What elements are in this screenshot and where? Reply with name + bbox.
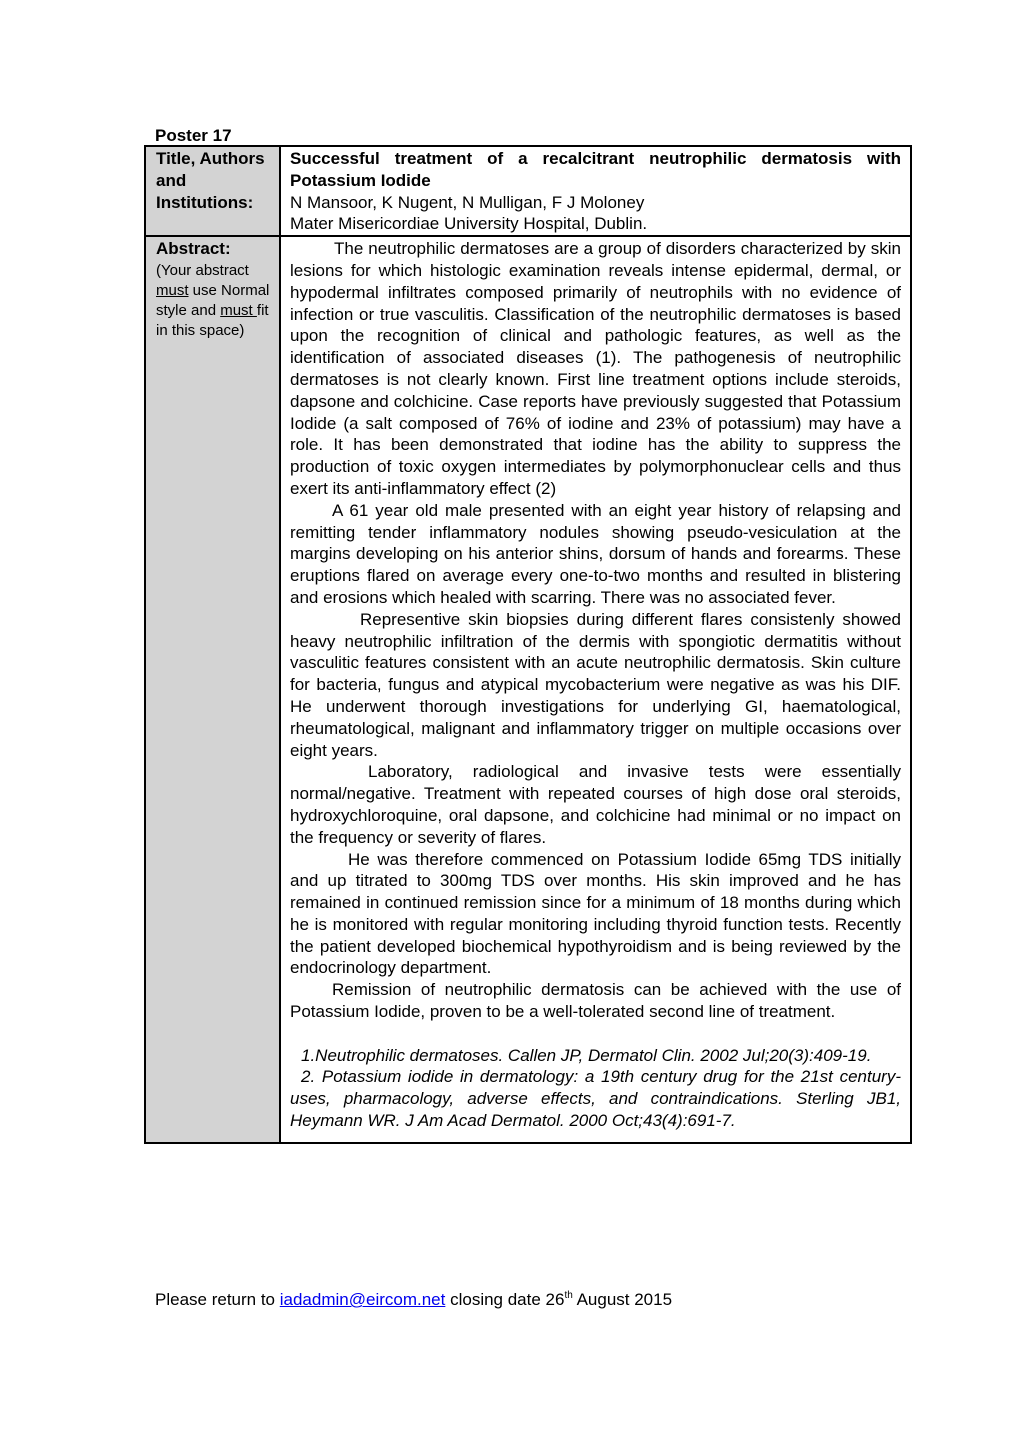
reference-item: 1.Neutrophilic dermatoses. Callen JP, Dermatol Clin. 2002 Jul;20(3):409-19. [301, 1045, 872, 1065]
poster-authors: N Mansoor, K Nugent, N Mulligan, F J Moloney [290, 192, 645, 212]
note-text-1: (Your abstract [156, 262, 249, 280]
abstract-paragraph: Laboratory, radiological and invasive tests were essentially normal/negative. Treatment with repeated courses of high dose oral steroids, hydroxychloroquine, oral dapsone, and colchicine had minimal or no impact on the frequency or severity of flares. [290, 762, 901, 847]
title-content-cell [280, 146, 911, 236]
return-instructions [155, 1290, 672, 1310]
poster-institution: Mater Misericordiae University Hospital, Dublin. [290, 214, 648, 234]
abstract-paragraph: A 61 year old male presented with an eight year history of relapsing and remitting tender inflammatory nodules showing pseudo-vesiculation at the margins developing on his anterior shins, dorsum of hands and forearms. These eruptions flared on average every one-to-two months and resulted in blistering and erosions which healed with scarring. There was no associated fever. [290, 500, 901, 607]
note-text-3: fit in this space) [156, 302, 269, 340]
title-section-label: Title, Authors and Institutions: [156, 149, 265, 212]
submission-form-table [144, 145, 912, 1144]
footer-prefix: Please return to [155, 1290, 280, 1309]
footer-superscript: th [564, 1290, 573, 1301]
spacer [290, 1023, 901, 1045]
abstract-paragraph: Remission of neutrophilic dermatosis can be achieved with the use of Potassium Iodide, proven to be a well-tolerated second line of treatment. [290, 980, 901, 1022]
note-must-2: must [220, 302, 257, 320]
note-must-1: must [156, 282, 189, 300]
abstract-label-cell [145, 236, 280, 1143]
abstract-paragraph: Representive skin biopsies during different flares consistenly showed heavy neutrophilic infiltration of the dermis with spongiotic dermatitis without vasculitic features consistent with an acute neutrophilic dermatosis. Skin culture for bacteria, fungus and atypical mycobacterium were negative as was his DIF. He underwent thorough investigations for underlying GI, haematological, rheumatological, malignant and inflammatory trigger on multiple occasions over eight years. [290, 609, 901, 760]
title-label-cell [145, 146, 280, 236]
abstract-paragraph: He was therefore commenced on Potassium Iodide 65mg TDS initially and up titrated to 300mg TDS over months. His skin improved and he has remained in continued remission since for a minimum of 18 months during which he is monitored with regular monitoring including thyroid function tests. Recently the patient developed biochemical hypothyroidism and is being reviewed by the endocrinology department. [290, 849, 901, 978]
poster-title: Successful treatment of a recalcitrant neutrophilic dermatosis with Potassium Iodide [290, 149, 901, 190]
poster-number: Poster 17 [155, 126, 232, 145]
abstract-section-label: Abstract: [156, 239, 231, 259]
footer-suffix: August 2015 [572, 1290, 673, 1309]
abstract-row [145, 236, 911, 1143]
abstract-content-cell [280, 236, 911, 1143]
email-link[interactable]: iadadmin@eircom.net [279, 1290, 446, 1309]
abstract-instruction-note [156, 261, 275, 341]
note-text-2: use Normal style and [156, 282, 270, 320]
abstract-paragraph: The neutrophilic dermatoses are a group of disorders characterized by skin lesions for which histologic examination reveals intense epidermal, dermal, or hypodermal infiltrates composed primarily of neutrophils with no evidence of infection or true vasculitis. Classification of the neutrophilic dermatoses is based upon the recognition of clinical and pathologic features, as well as the identification of associated diseases (1). The pathogenesis of neutrophilic dermatoses is not clearly known. First line treatment options include steroids, dapsone and colchicine. Case reports have previously suggested that Potassium Iodide (a salt composed of 76% of iodine and 23% of potassium) may have a role. It has been demonstrated that iodine has the ability to suppress the production of toxic oxygen intermediates by polymorphonuclear cells and thus exert its anti-inflammatory effect (2) [290, 239, 901, 498]
reference-item: 2. Potassium iodide in dermatology: a 19th century drug for the 21st century-uses, pharmacology, adverse effects, and contraindications. Sterling JB1, Heymann WR. J Am Acad Dermatol. 2000 Oct;43(4):691-7. [290, 1067, 901, 1131]
footer-middle: closing date 26 [445, 1290, 565, 1309]
title-row [145, 146, 911, 236]
